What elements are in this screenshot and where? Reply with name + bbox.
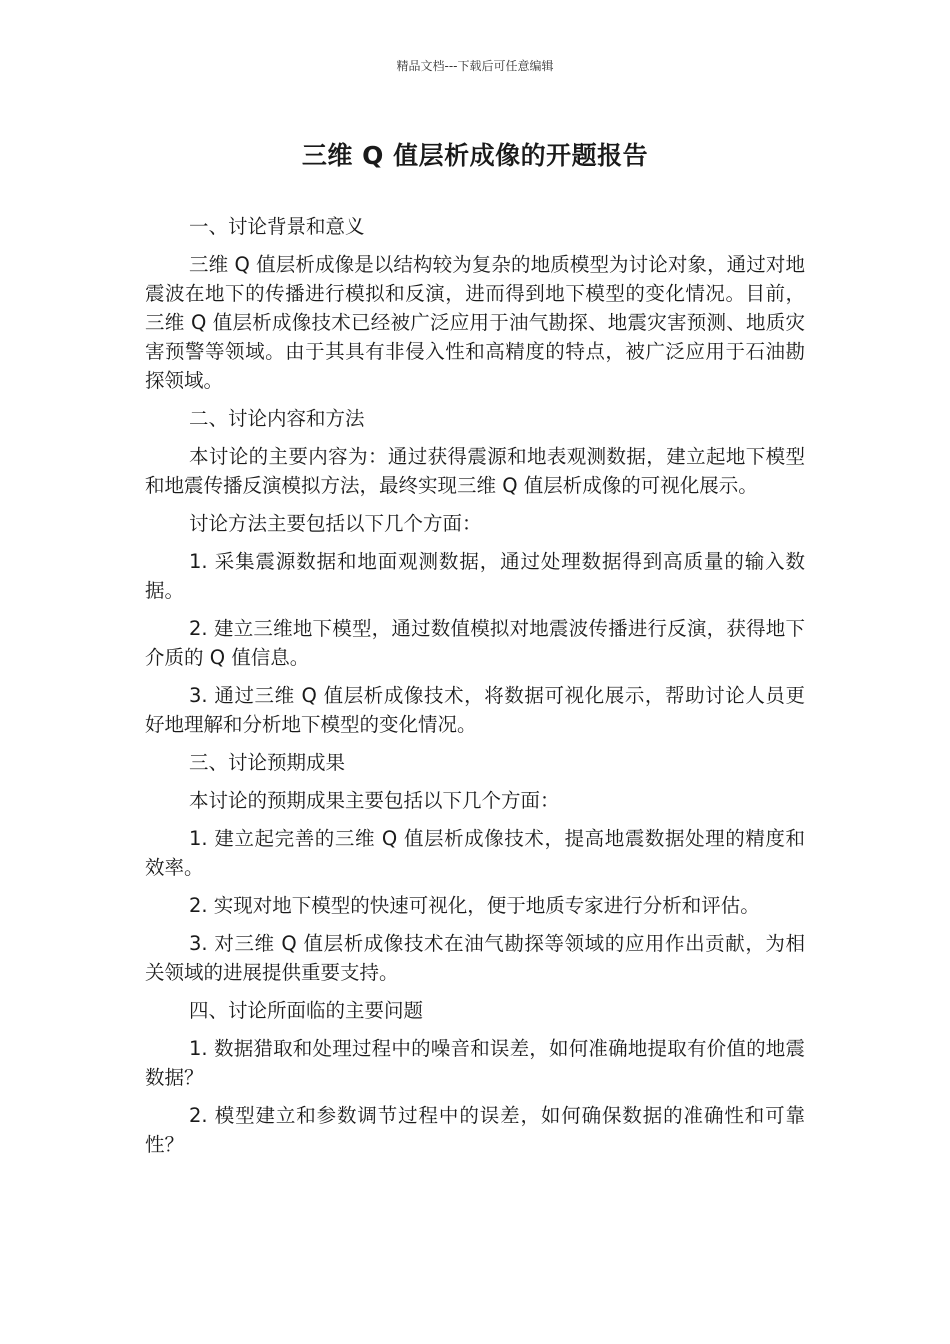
document-body xyxy=(145,212,805,1168)
list-item-result-1: 1. 建立起完善的三维 Q 值层析成像技术，提高地震数据处理的精度和效率。 xyxy=(145,827,805,879)
paragraph-content: 本讨论的主要内容为：通过获得震源和地表观测数据，建立起地下模型和地震传播反演模拟方法，最终实现三维 Q 值层析成像的可视化展示。 xyxy=(145,445,805,497)
paragraph-background: 三维 Q 值层析成像是以结构较为复杂的地质模型为讨论对象，通过对地震波在地下的传播进行模拟和反演，进而得到地下模型的变化情况。目前，三维 Q 值层析成像技术已经被广泛应用于油气勘探、地震灾害预测、地质灾害预警等领域。由于其具有非侵入性和高精度的特点，被广泛应用于石油勘探领域。 xyxy=(145,253,805,392)
list-item-result-3: 3. 对三维 Q 值层析成像技术在油气勘探等领域的应用作出贡献，为相关领域的进展提供重要支持。 xyxy=(145,932,805,984)
section-heading-background: 一、讨论背景和意义 xyxy=(189,215,365,238)
list-item-method-2: 2. 建立三维地下模型，通过数值模拟对地震波传播进行反演，获得地下介质的 Q 值信息。 xyxy=(145,617,805,669)
section-heading-content-methods: 二、讨论内容和方法 xyxy=(189,407,365,430)
list-item-problem-1: 1. 数据猎取和处理过程中的噪音和误差，如何准确地提取有价值的地震数据？ xyxy=(145,1037,805,1089)
paragraph-methods-intro: 讨论方法主要包括以下几个方面： xyxy=(189,512,482,535)
list-item-result-2: 2. 实现对地下模型的快速可视化，便于地质专家进行分析和评估。 xyxy=(189,894,760,917)
document-title: 三维 Q 值层析成像的开题报告 xyxy=(301,141,649,170)
section-heading-main-problems: 四、讨论所面临的主要问题 xyxy=(189,999,424,1022)
list-item-method-1: 1. 采集震源数据和地面观测数据，通过处理数据得到高质量的输入数据。 xyxy=(145,550,805,602)
page-header: 精品文档---下载后可任意编辑 xyxy=(396,59,554,73)
list-item-method-3: 3. 通过三维 Q 值层析成像技术，将数据可视化展示，帮助讨论人员更好地理解和分析地下模型的变化情况。 xyxy=(145,684,805,736)
section-heading-expected-results: 三、讨论预期成果 xyxy=(189,751,346,774)
paragraph-results-intro: 本讨论的预期成果主要包括以下几个方面： xyxy=(189,789,560,812)
list-item-problem-2: 2. 模型建立和参数调节过程中的误差，如何确保数据的准确性和可靠性？ xyxy=(145,1104,805,1156)
